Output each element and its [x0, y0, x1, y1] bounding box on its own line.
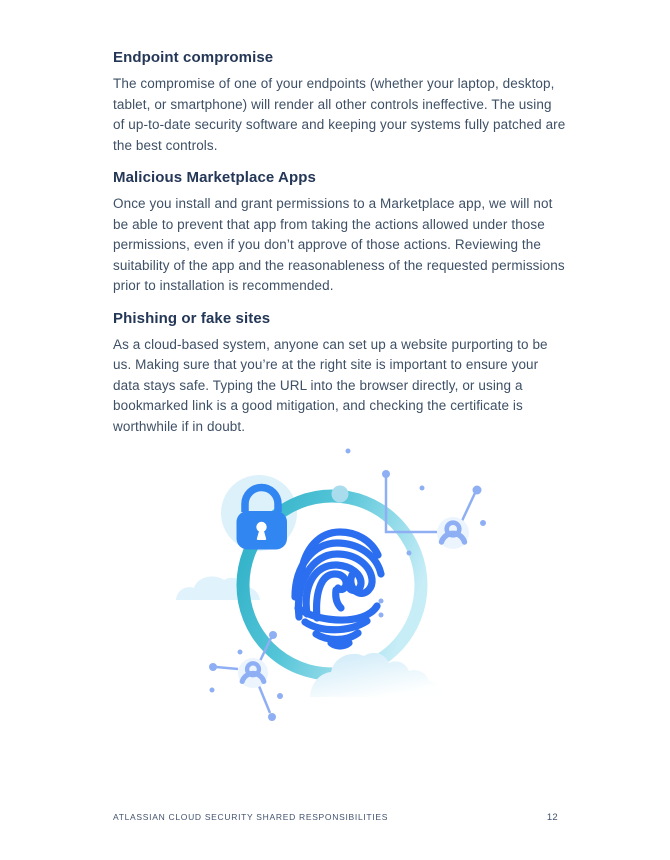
- section-heading: Endpoint compromise: [113, 49, 274, 66]
- bottom-cloud-icon: [310, 653, 443, 697]
- section-body: Once you install and grant permissions to a Marketplace app, we will not be able to prevent that app from taking the actions allowed under those permissions, even if you don’t approve of those actions. Reviewing the suitability of the app and the reasonableness of the requested permissions prior to installation is recommended.: [113, 196, 565, 293]
- page-footer: [113, 812, 558, 823]
- section-body: As a cloud-based system, anyone can set up a website purporting to be us. Making sure that you’re at the right site is important to ensure your data stays safe. Typing the URL into the browser directly, or using a bookmarked link is a good mitigation, and checking the certificate is worthwhile if in doubt.: [113, 336, 548, 434]
- section-endpoint-compromise: [113, 49, 566, 156]
- user-node-icon: [437, 517, 469, 549]
- section-body: The compromise of one of your endpoints (whether your laptop, desktop, tablet, or smartphone) will render all other controls ineffective. The using of up-to-date security software and keeping your systems fully patched are the best controls.: [113, 76, 566, 153]
- section-heading: Malicious Marketplace Apps: [113, 169, 316, 186]
- footer-page-number: 12: [546, 812, 558, 823]
- fingerprint-icon: [295, 532, 381, 646]
- section-heading: Phishing or fake sites: [113, 309, 271, 327]
- ring-top-dot: [332, 486, 349, 503]
- section-malicious-marketplace-apps: [113, 169, 566, 297]
- user-node-icon: [238, 658, 268, 688]
- text-column: [113, 49, 566, 450]
- security-illustration: [150, 437, 510, 737]
- footer-document-title: ATLASSIAN CLOUD SECURITY SHARED RESPONSIBILITIES: [113, 812, 389, 822]
- section-phishing-or-fake-sites: [113, 310, 566, 438]
- fingerprint-security-graphic: [150, 437, 510, 737]
